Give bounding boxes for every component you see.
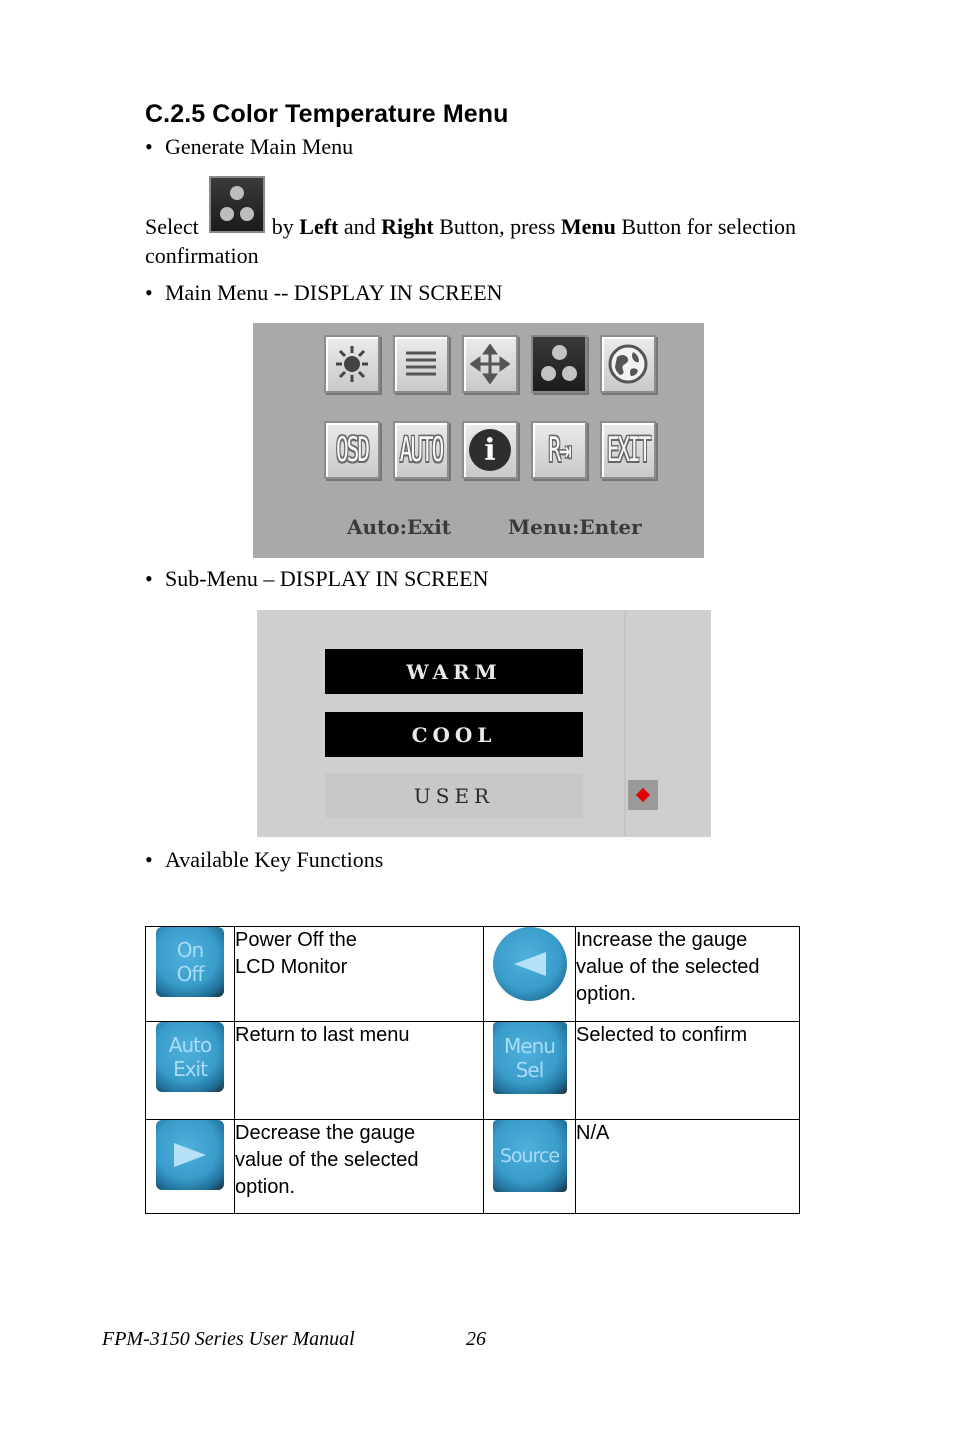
description-line: option. <box>576 983 637 1005</box>
osd-label: OSD <box>336 430 368 470</box>
auto-icon <box>393 421 449 479</box>
menu-word: Menu <box>560 214 616 239</box>
auto-label: AUTO <box>399 430 443 470</box>
lines-icon <box>393 335 449 393</box>
exit-label: EXIT <box>606 430 650 470</box>
position-icon <box>462 335 518 393</box>
icon-cell <box>146 927 235 1022</box>
key-label: Menu <box>504 1034 555 1058</box>
info-icon <box>462 421 518 479</box>
description-line: LCD Monitor <box>235 956 348 978</box>
left-arrow-key-icon <box>493 927 567 1001</box>
description-line: value of the selected <box>576 956 760 978</box>
menu-sel-key-icon <box>493 1022 567 1094</box>
power-key-icon <box>156 927 224 997</box>
osd-icon <box>324 421 380 479</box>
brightness-icon <box>324 335 380 393</box>
by-word: by <box>271 214 294 239</box>
option-user[interactable]: USER <box>325 773 583 818</box>
footer-manual-title: FPM-3150 Series User Manual <box>102 1328 355 1350</box>
table-row <box>146 1120 800 1214</box>
key-label: Source <box>499 1145 560 1167</box>
description-line: Return to last menu <box>235 1024 410 1046</box>
right-word: Right <box>381 214 434 239</box>
right-arrow-key-icon <box>156 1120 224 1190</box>
sub-menu-screen <box>257 610 711 837</box>
icon-cell <box>146 1022 235 1120</box>
recall-label: R⇥ <box>548 430 570 470</box>
select-instruction-line2: confirmation <box>145 243 259 268</box>
description-cell <box>235 927 484 1022</box>
left-word: Left <box>299 214 339 239</box>
key-functions-table <box>145 926 800 1214</box>
key-label: Exit <box>173 1057 207 1081</box>
bullet-available-keys: • Available Key Functions <box>145 847 384 872</box>
description-line: Selected to confirm <box>576 1024 748 1046</box>
source-key-icon <box>493 1120 567 1192</box>
select-instruction <box>145 212 796 241</box>
icon-cell <box>484 1120 576 1214</box>
icon-cell <box>146 1120 235 1214</box>
bullet-sub-menu: • Sub-Menu – DISPLAY IN SCREEN <box>145 566 489 591</box>
option-cool[interactable]: COOL <box>325 712 583 757</box>
key-label: Auto <box>168 1033 212 1057</box>
key-label: Sel <box>515 1058 544 1082</box>
bullet-main-menu: • Main Menu -- DISPLAY IN SCREEN <box>145 280 503 305</box>
description-cell <box>576 927 800 1022</box>
bullet-text: Main Menu -- DISPLAY IN SCREEN <box>165 280 503 305</box>
key-label: On <box>176 938 204 962</box>
description-line: option. <box>235 1176 296 1198</box>
main-menu-screen <box>253 323 704 558</box>
bullet-text: Generate Main Menu <box>165 134 354 159</box>
exit-icon <box>600 421 656 479</box>
selection-marker-icon <box>628 780 658 810</box>
bullet-generate-main-menu: • Generate Main Menu <box>145 134 354 159</box>
button-press-words: Button, press <box>439 214 556 239</box>
auto-exit-hint: Auto:Exit <box>347 515 452 539</box>
bullet-text: Sub-Menu – DISPLAY IN SCREEN <box>165 566 489 591</box>
description-cell <box>576 1022 800 1120</box>
description-line: Power Off the <box>235 929 357 951</box>
divider <box>624 610 626 837</box>
key-label: Off <box>176 962 204 986</box>
menu-enter-hint: Menu:Enter <box>508 515 642 539</box>
bullet-text: Available Key Functions <box>165 847 384 872</box>
auto-exit-key-icon <box>156 1022 224 1092</box>
description-line: Decrease the gauge <box>235 1122 416 1144</box>
description-cell <box>235 1022 484 1120</box>
description-cell <box>235 1120 484 1214</box>
language-icon <box>600 335 656 393</box>
selection-words: Button for selection <box>621 214 797 239</box>
icon-cell <box>484 927 576 1022</box>
description-line: N/A <box>576 1122 610 1144</box>
recall-icon <box>531 421 587 479</box>
color-temperature-icon <box>531 335 587 393</box>
footer-page-number: 26 <box>466 1328 486 1350</box>
option-warm[interactable]: WARM <box>325 649 583 694</box>
description-line: value of the selected <box>235 1149 419 1171</box>
recall-letter: R <box>548 430 559 470</box>
description-line: Increase the gauge <box>576 929 748 951</box>
info-label: i <box>469 429 511 471</box>
table-row <box>146 1022 800 1120</box>
section-heading: C.2.5 Color Temperature Menu <box>145 100 509 128</box>
select-word: Select <box>145 214 199 239</box>
table-row <box>146 927 800 1022</box>
icon-cell <box>484 1022 576 1120</box>
description-cell <box>576 1120 800 1214</box>
and-word: and <box>343 214 376 239</box>
